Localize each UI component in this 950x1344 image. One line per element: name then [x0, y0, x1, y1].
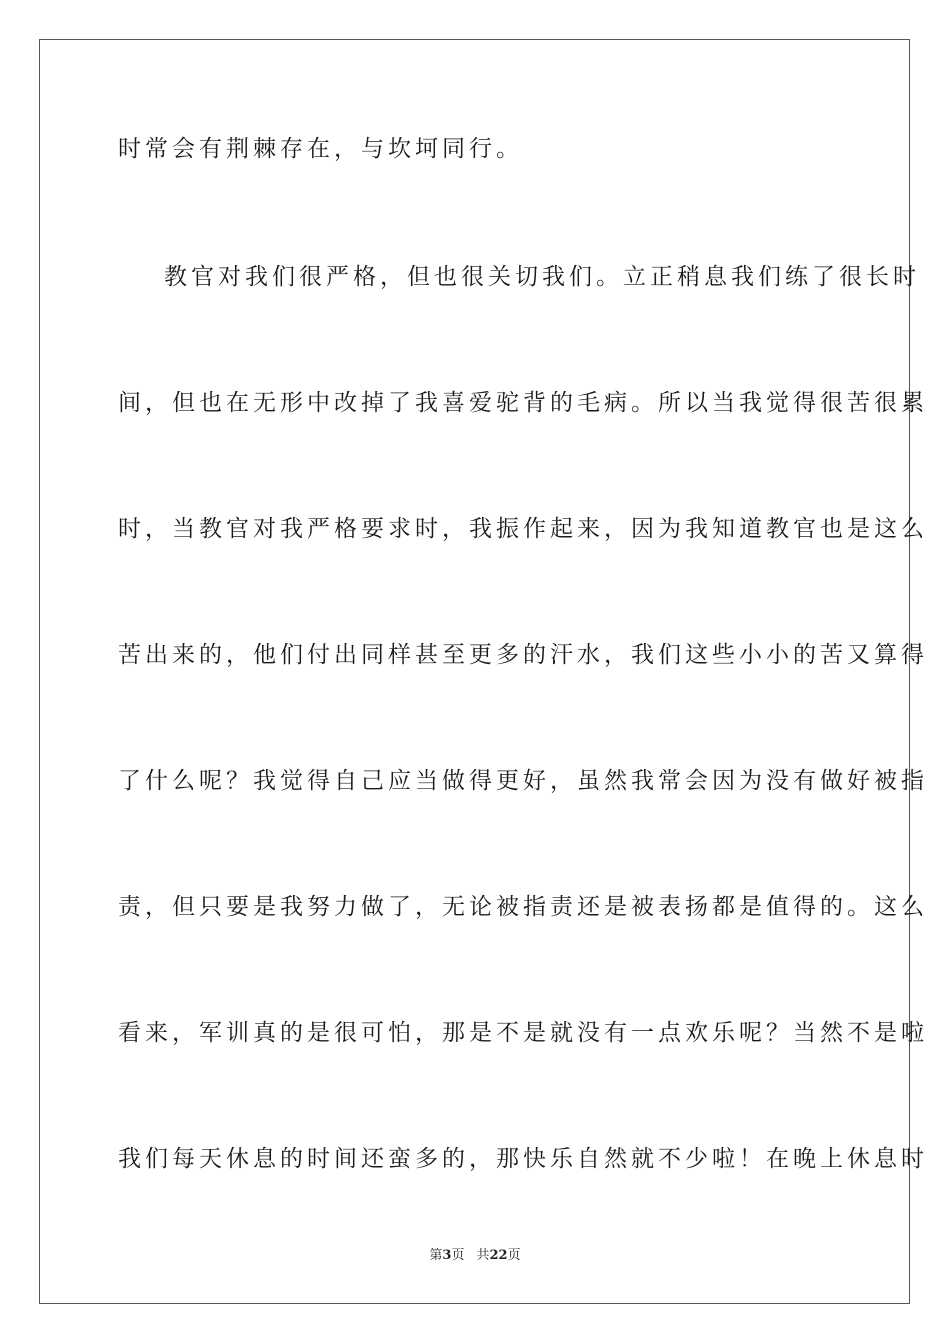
text-line-6: 了什么呢？我觉得自己应当做得更好，虽然我常会因为没有做好被指	[118, 768, 928, 794]
text-line-7: 责，但只要是我努力做了，无论被指责还是被表扬都是值得的。这么	[118, 894, 928, 920]
page-prefix: 第	[429, 1248, 443, 1263]
total-pages: 22	[489, 1248, 508, 1263]
text-line-9: 我们每天休息的时间还蛮多的，那快乐自然就不少啦！在晚上休息时	[118, 1146, 928, 1172]
text-line-3: 间，但也在无形中改掉了我喜爱驼背的毛病。所以当我觉得很苦很累	[118, 390, 928, 416]
page-number: 3	[442, 1248, 452, 1263]
page-suffix: 页	[451, 1248, 465, 1263]
text-line-8: 看来，军训真的是很可怕，那是不是就没有一点欢乐呢？当然不是啦	[118, 1020, 928, 1046]
total-suffix: 页	[507, 1248, 521, 1263]
text-line-2: 教官对我们很严格，但也很关切我们。立正稍息我们练了很长时	[164, 264, 920, 290]
page-footer	[0, 1247, 950, 1265]
text-line-4: 时，当教官对我严格要求时，我振作起来，因为我知道教官也是这么	[118, 516, 928, 542]
text-line-5: 苦出来的，他们付出同样甚至更多的汗水，我们这些小小的苦又算得	[118, 642, 928, 668]
text-line-1: 时常会有荆棘存在，与坎坷同行。	[118, 136, 523, 162]
total-prefix: 共	[476, 1248, 490, 1263]
page-border	[39, 39, 928, 1304]
